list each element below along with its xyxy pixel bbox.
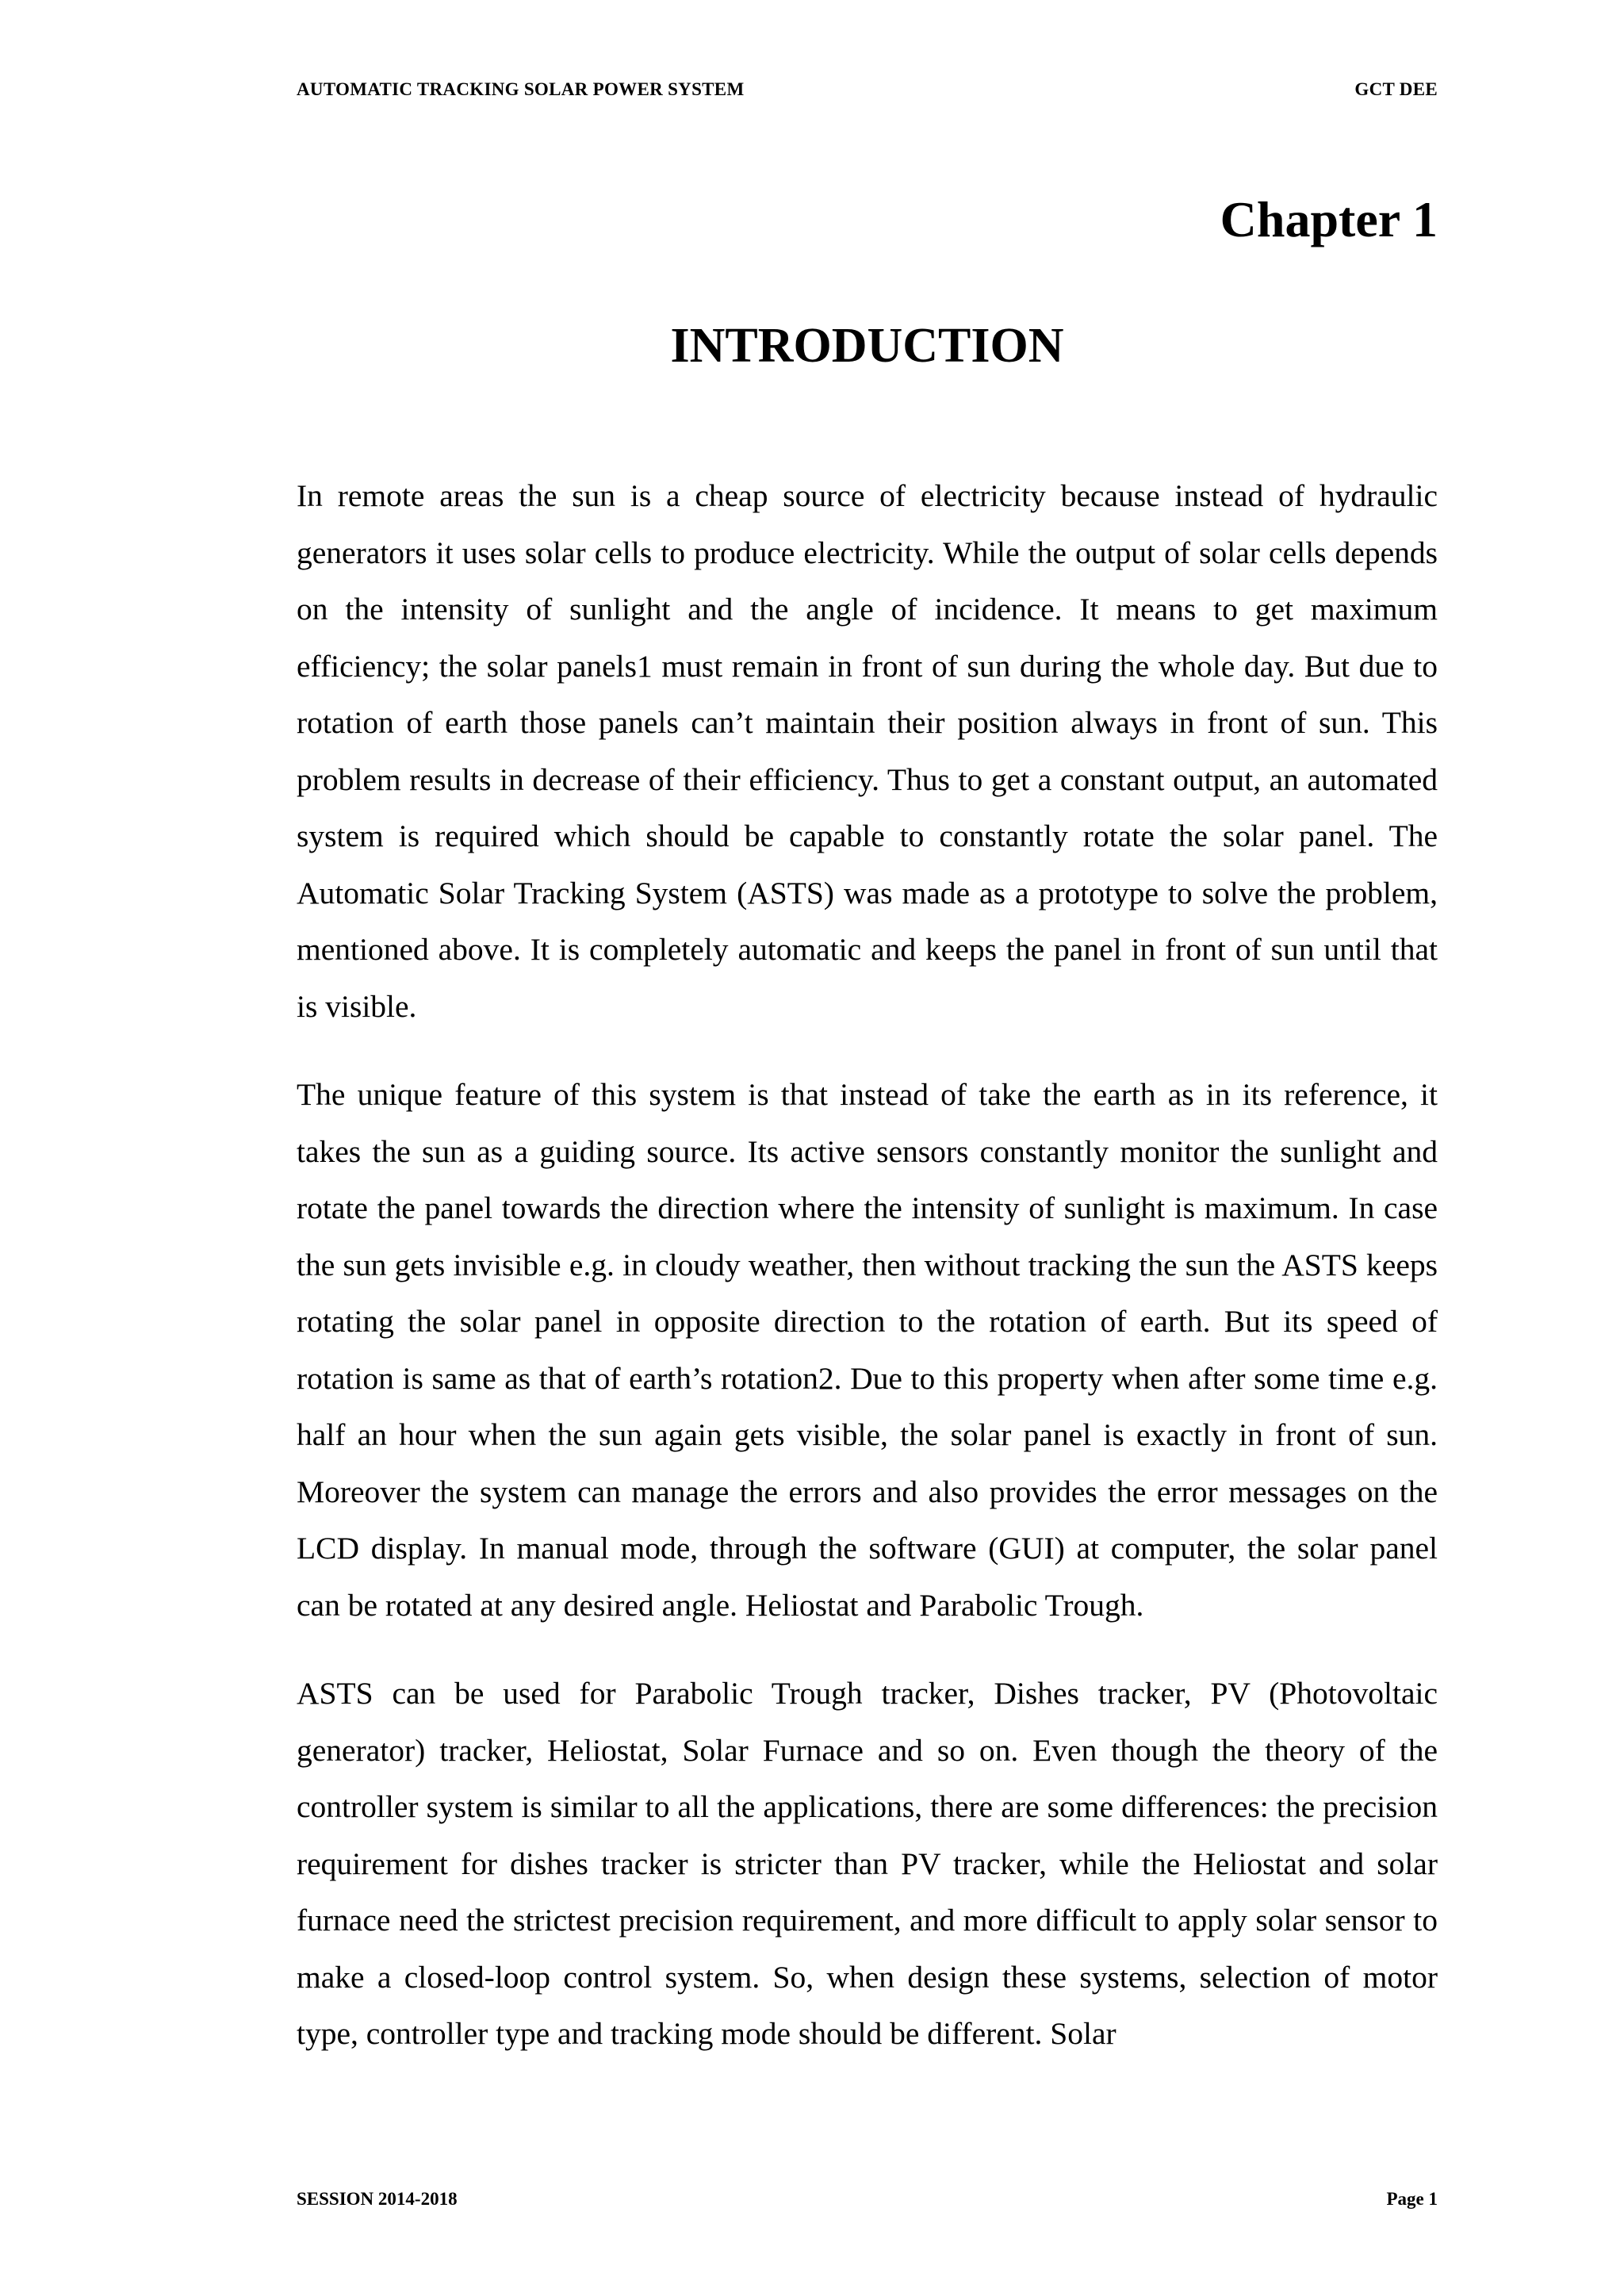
body-text <box>297 468 1438 2095</box>
chapter-label: Chapter 1 <box>1220 191 1438 247</box>
paragraph-3: ASTS can be used for Parabolic Trough tracker, Dishes tracker, PV (Photovoltaic generator) tracker, Heliostat, Solar Furnace and so on. Even though the theory of the controller system is similar to all the applications, there are some differences: the precision requirement for dishes tracker is stricter than PV tracker, while the Heliostat and solar furnace need the strictest precision requirement, and more difficult to apply solar sensor to make a closed-loop control system. So, when design these systems, selection of motor type, controller type and tracking mode should be different. Solar <box>297 1676 1438 2051</box>
footer-session: SESSION 2014-2018 <box>297 2189 458 2209</box>
running-header <box>297 79 1438 108</box>
page-number: Page 1 <box>1386 2189 1438 2209</box>
header-title: AUTOMATIC TRACKING SOLAR POWER SYSTEM <box>297 79 745 99</box>
chapter-title: INTRODUCTION <box>670 319 1064 373</box>
running-footer <box>297 2189 1438 2214</box>
paragraph-1: In remote areas the sun is a cheap source of electricity because instead of hydraulic generators it uses solar cells to produce electricity. While the output of solar cells depends on the intensity of sunlight and the angle of incidence. It means to get maximum efficiency; the solar panels1 must remain in front of sun during the whole day. But due to rotation of earth those panels can’t maintain their position always in front of sun. This problem results in decrease of their efficiency. Thus to get a constant output, an automated system is required which should be capable to constantly rotate the solar panel. The Automatic Solar Tracking System (ASTS) was made as a prototype to solve the problem, mentioned above. It is completely automatic and keeps the panel in front of sun until that is visible. <box>297 478 1438 1024</box>
paragraph-2: The unique feature of this system is that instead of take the earth as in its reference, it takes the sun as a guiding source. Its active sensors constantly monitor the sunlight and rotate the panel towards the direction where the intensity of sunlight is maximum. In case the sun gets invisible e.g. in cloudy weather, then without tracking the sun the ASTS keeps rotating the solar panel in opposite direction to the rotation of earth. But its speed of rotation is same as that of earth’s rotation2. Due to this property when after some time e.g. half an hour when the sun again gets visible, the solar panel is exactly in front of sun. Moreover the system can manage the errors and also provides the error messages on the LCD display. In manual mode, through the software (GUI) at computer, the solar panel can be rotated at any desired angle. Heliostat and Parabolic Trough. <box>297 1077 1438 1623</box>
header-department: GCT DEE <box>1354 79 1438 99</box>
